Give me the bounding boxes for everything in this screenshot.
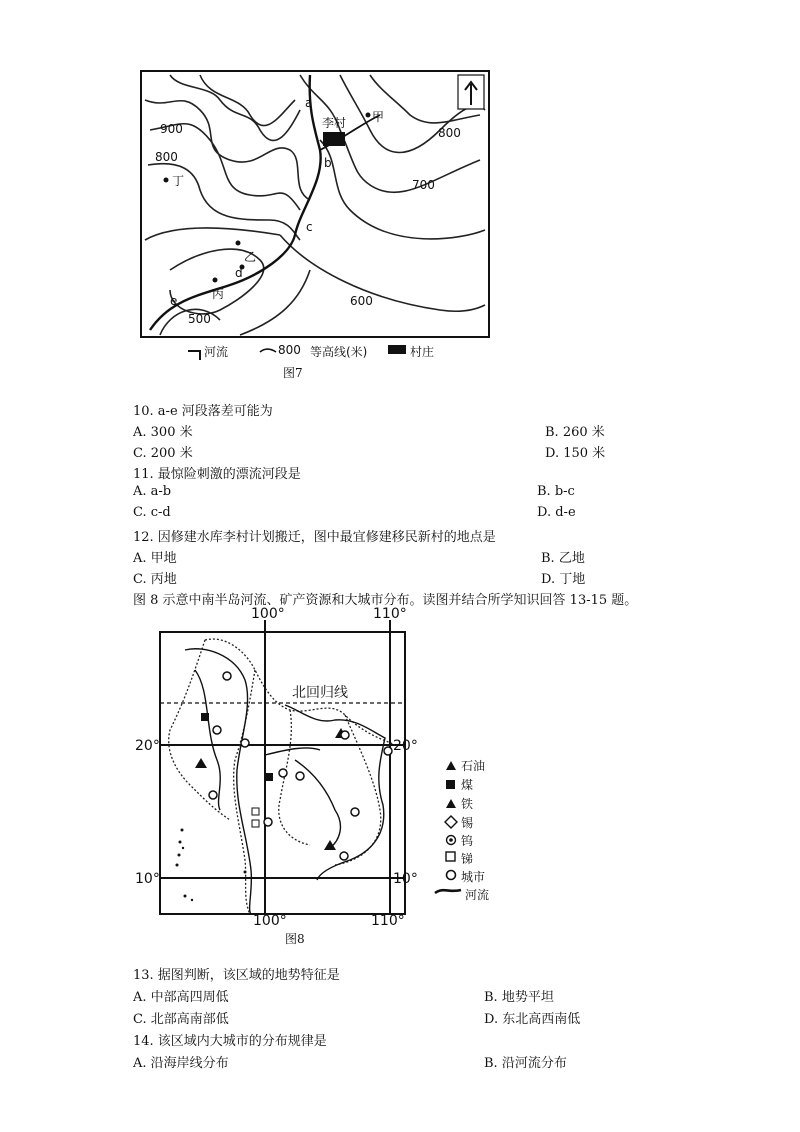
q10-option-d[interactable]: D. 150 米 [545, 446, 606, 461]
village-li-marker [323, 132, 345, 146]
figure-8-caption: 图8 [285, 932, 305, 946]
legend-oil: 石油 [461, 759, 486, 773]
lon-bottom-110: 110° [371, 913, 405, 929]
q11-option-b[interactable]: B. b-c [537, 484, 575, 499]
coal-marker [265, 773, 273, 781]
q12-option-a[interactable]: A. 甲地 [133, 551, 177, 566]
q13-option-a[interactable]: A. 中部高四周低 [133, 990, 229, 1005]
figure-8-peninsula-map [135, 606, 505, 940]
q12-option-b[interactable]: B. 乙地 [541, 551, 585, 566]
antimony-marker [252, 808, 259, 815]
point-d: d [235, 266, 243, 280]
q13-stem: 13. 据图判断，该区域的地势特征是 [133, 968, 340, 983]
q11-option-c[interactable]: C. c-d [133, 505, 171, 520]
contour-label-700: 700 [412, 178, 435, 192]
contour-label-800-right: 800 [438, 126, 461, 140]
legend-coal: 煤 [461, 778, 474, 792]
place-ding: 丁 [172, 174, 185, 188]
point-a: a [305, 96, 313, 110]
lat-left-10: 10° [135, 871, 160, 887]
legend-antimony: 锑 [461, 852, 474, 866]
coal-marker [201, 713, 209, 721]
peninsula-map-svg [135, 610, 505, 940]
q10-stem: 10. a-e 河段落差可能为 [133, 404, 273, 419]
q10-option-b[interactable]: B. 260 米 [545, 425, 605, 440]
q12-option-c[interactable]: C. 丙地 [133, 572, 177, 587]
q13-option-d[interactable]: D. 东北高西南低 [484, 1012, 581, 1027]
q14-option-a[interactable]: A. 沿海岸线分布 [133, 1056, 229, 1071]
q13-option-b[interactable]: B. 地势平坦 [484, 990, 554, 1005]
point-e: e [170, 294, 178, 308]
q12-option-d[interactable]: D. 丁地 [541, 572, 586, 587]
legend-iron: 铁 [461, 797, 474, 811]
point-c: c [306, 220, 313, 234]
place-bing: 丙 [212, 287, 225, 301]
legend-contour-label: 等高线(米) [310, 345, 368, 359]
q13-option-c[interactable]: C. 北部高南部低 [133, 1012, 229, 1027]
figure-7-caption: 图7 [283, 366, 303, 380]
lat-right-10: 10° [393, 871, 418, 887]
q11-stem: 11. 最惊险刺激的漂流河段是 [133, 467, 301, 482]
legend-tin: 锡 [461, 816, 474, 830]
lat-right-20: 20° [393, 738, 418, 754]
legend-village-label: 村庄 [410, 345, 435, 359]
point-b: b [324, 156, 332, 170]
legend-river: 河流 [465, 888, 490, 902]
q14-option-b[interactable]: B. 沿河流分布 [484, 1056, 567, 1071]
tropic-of-cancer-label: 北回归线 [292, 685, 348, 701]
legend-contour-sample: 800 [278, 343, 301, 357]
lat-left-20: 20° [135, 738, 160, 754]
q10-option-a[interactable]: A. 300 米 [133, 425, 193, 440]
place-jia: 甲 [372, 110, 385, 124]
q11-option-d[interactable]: D. d-e [537, 505, 576, 520]
contour-label-600: 600 [350, 294, 373, 308]
lon-top-110: 110° [373, 606, 407, 622]
figure-7-contour-map [140, 70, 490, 360]
figure-8-intro: 图 8 示意中南半岛河流、矿产资源和大城市分布。读图并结合所学知识回答 13-15 题。 [133, 593, 638, 608]
q12-stem: 12. 因修建水库李村计划搬迁，图中最宜修建移民新村的地点是 [133, 530, 496, 545]
contour-label-900: 900 [160, 122, 183, 136]
q10-option-c[interactable]: C. 200 米 [133, 446, 193, 461]
contour-label-800-left: 800 [155, 150, 178, 164]
place-yi: 乙 [244, 250, 257, 264]
legend-city: 城市 [461, 870, 486, 884]
legend-tungsten: 钨 [461, 834, 474, 848]
antimony-marker [252, 820, 259, 827]
place-li-village: 李村 [322, 116, 347, 130]
lon-bottom-100: 100° [253, 913, 287, 929]
lon-top-100: 100° [251, 606, 285, 622]
legend-river-label: 河流 [204, 345, 229, 359]
contour-label-500: 500 [188, 312, 211, 326]
q14-stem: 14. 该区域内大城市的分布规律是 [133, 1034, 327, 1049]
q11-option-a[interactable]: A. a-b [133, 484, 172, 499]
